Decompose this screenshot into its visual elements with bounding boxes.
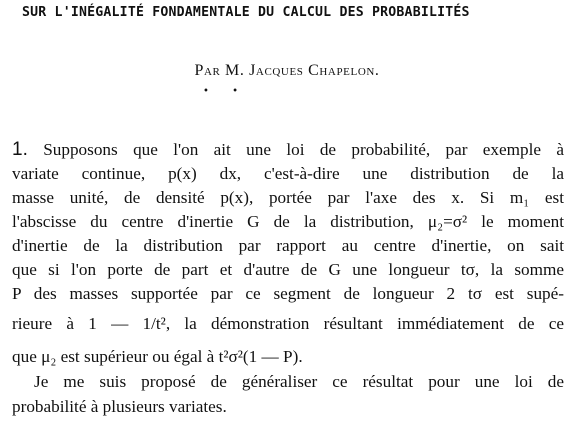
body-line-1 (12, 139, 564, 161)
body-line-2: variate continue, p(x) dx, c'est-à-dire une distribution de la (12, 164, 564, 183)
body-line-9: que μ₂ est supérieur ou égal à t²σ²(1 — P). (12, 347, 303, 366)
body-line-5: d'inertie de la distribution par rapport au centre d'inertie, on sait (12, 236, 564, 255)
paper-title: SUR L'INÉGALITÉ FONDAMENTALE DU CALCUL DES PROBABILITÉS (22, 5, 470, 20)
body-line-4: l'abscisse du centre d'inertie G de la distribution, μ₂=σ² le moment (12, 212, 564, 231)
body-line-1-text: Supposons que l'on ait une loi de probabilité, par exemple à (43, 140, 564, 159)
body-line-6: que si l'on porte de part et d'autre de G une longueur tσ, la somme (12, 260, 564, 279)
body-line-10: Je me suis proposé de généraliser ce résultat pour une loi de (34, 372, 564, 391)
body-line-3: masse unité, de densité p(x), portée par l'axe des x. Si m₁ est (12, 188, 564, 207)
body-line-8: rieure à 1 — 1/t², la démonstration résultant immédiatement de ce (12, 314, 564, 333)
body-line-11: probabilité à plusieurs variates. (12, 397, 227, 416)
author-line: Par M. Jacques Chapelon. (194, 62, 380, 79)
section-number: 1. (12, 139, 28, 160)
printer-marks: • • (203, 86, 248, 97)
body-line-7: P des masses supportée par ce segment de longueur 2 tσ est supé- (12, 284, 564, 303)
